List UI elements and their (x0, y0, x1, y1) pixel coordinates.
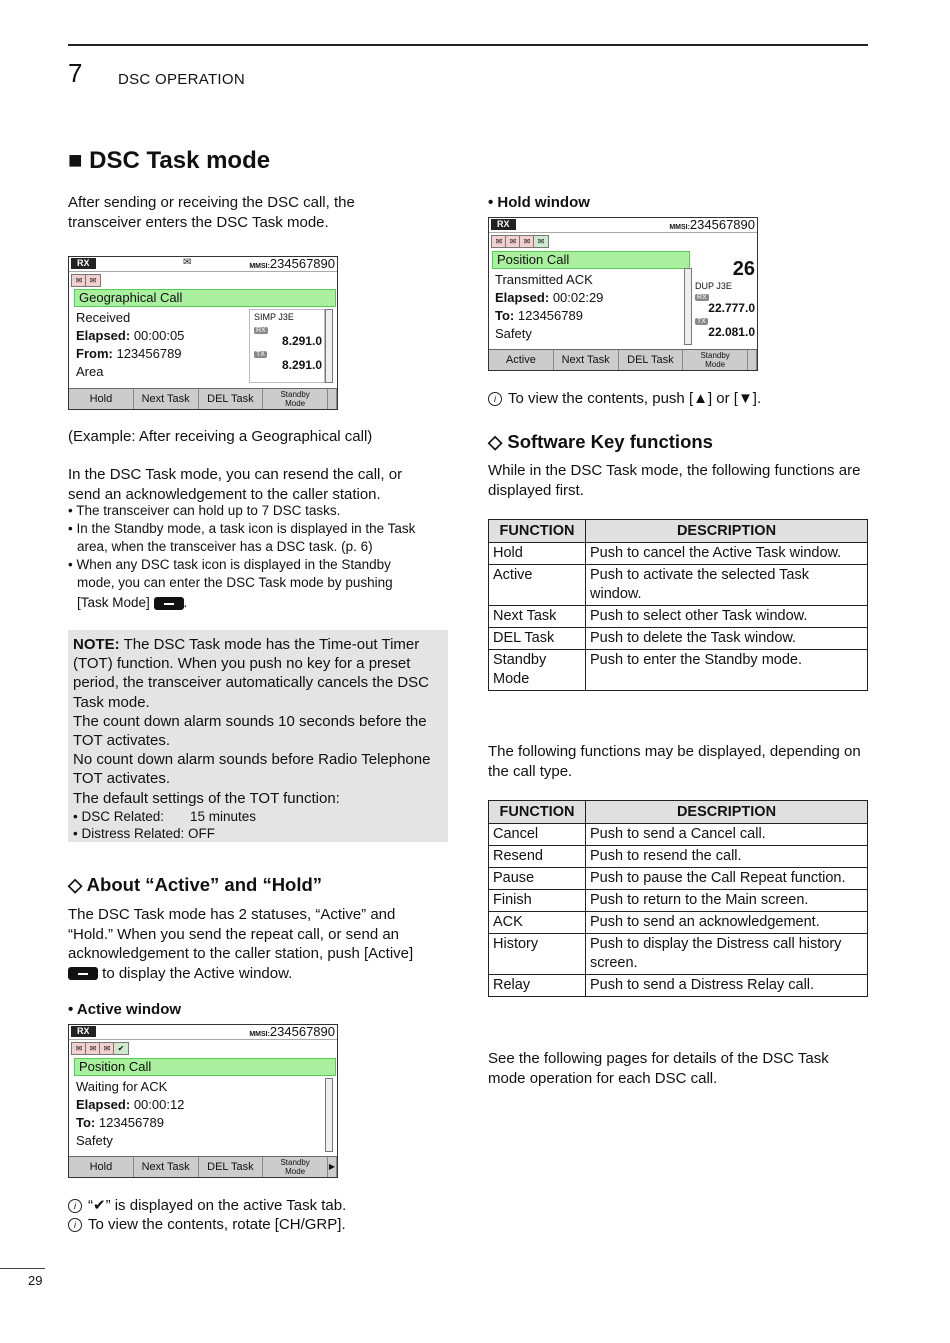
software-key-intro: While in the DSC Task mode, the following functions are displayed first. (488, 462, 861, 499)
table-row: Pause Push to pause the Call Repeat function. (489, 868, 868, 890)
call-details: Received Elapsed: 00:00:05 From: 123456789 Area (76, 310, 185, 379)
bullet-item: [Task Mode] . (77, 595, 188, 610)
call-type-key-table (488, 800, 868, 997)
task-tabs (489, 233, 757, 251)
active-key-icon (68, 967, 98, 980)
table-row: History Push to display the Distress call history screen. (489, 934, 868, 975)
hold-note: i To view the contents, push [▲] or [▼]. (488, 389, 761, 409)
standby-mode-key[interactable]: Standby Mode (263, 389, 328, 409)
software-key-intro2: The following functions may be displayed, depending on the call type. (488, 743, 861, 780)
next-task-key[interactable]: Next Task (134, 389, 199, 409)
table-header: FUNCTION (489, 520, 586, 543)
rx-indicator: RX (71, 1026, 96, 1037)
chapter-title: DSC OPERATION (118, 71, 245, 88)
call-title: Position Call (74, 1058, 336, 1076)
info-icon: i (68, 1199, 82, 1213)
call-title: Geographical Call (74, 289, 336, 307)
mmsi-display: MMSI:234567890 (249, 1024, 335, 1039)
scrollbar[interactable] (325, 309, 333, 383)
softkey-bar (69, 388, 337, 409)
table-row: ACK Push to send an acknowledgement. (489, 912, 868, 934)
del-task-key[interactable]: DEL Task (199, 1157, 264, 1177)
about-heading: ◇ About “Active” and “Hold” (68, 874, 323, 895)
table-row: Active Push to activate the selected Task window. (489, 565, 868, 606)
screen-hold-window (488, 217, 758, 371)
task-tab-icon: ✉ (85, 274, 101, 287)
table-row: DEL Task Push to delete the Task window. (489, 628, 868, 650)
envelope-icon: ✉ (183, 257, 192, 268)
active-note: i To view the contents, rotate [CH/GRP]. (68, 1215, 346, 1235)
active-task-check-icon: ✔ (113, 1042, 129, 1055)
task-tab-icon: ✉ (71, 1042, 87, 1055)
bullet-item: • When any DSC task icon is displayed in the Standby (68, 557, 391, 572)
standby-mode-key[interactable]: Standby Mode (683, 350, 748, 370)
hold-key[interactable]: Hold (69, 389, 134, 409)
page-number: 29 (28, 1273, 43, 1288)
table-row: Resend Push to resend the call. (489, 846, 868, 868)
table-row: Cancel Push to send a Cancel call. (489, 824, 868, 846)
task-tab-icon: ✉ (533, 235, 549, 248)
screen-geographical-call (68, 256, 338, 410)
rx-indicator: RX (491, 219, 516, 230)
frequency-panel: 26 DUP J3E RX 22.777.0 TX 22.081.0 (695, 258, 755, 339)
next-task-key[interactable]: Next Task (134, 1157, 199, 1177)
software-key-outro: See the following pages for details of the DSC Task mode operation for each DSC call. (488, 1050, 829, 1087)
note-box: NOTE: The DSC Task mode has the Time-out Timer (TOT) function. When you push no key for a preset period, the transceiver automatically cancels the DSC Task mode. The count down alarm sounds 10 seconds before the TOT activates. No count down alarm sounds before Radio Telephone TOT activates. The default settings of the TOT function: • DSC Related: 15 minutes • Distress Related: OFF (68, 630, 448, 842)
mmsi-display: MMSI:234567890 (249, 256, 335, 271)
channel-number: 26 (732, 258, 755, 280)
frequency-panel: SIMP J3E RX 8.291.0 TX 8.291.0 (249, 309, 325, 383)
next-task-key[interactable]: Next Task (554, 350, 619, 370)
del-task-key[interactable]: DEL Task (619, 350, 684, 370)
bullet-item: • The transceiver can hold up to 7 DSC tasks. (68, 503, 341, 518)
call-details: Transmitted ACK Elapsed: 00:02:29 To: 123456789 Safety (495, 272, 604, 341)
note-label: NOTE: (73, 636, 120, 653)
about-text: The DSC Task mode has 2 statuses, “Active” and “Hold.” When you send the repeat call, or send an acknowledgement to the caller station, push [Active] to display the Active window. (68, 906, 414, 982)
table-row: Hold Push to cancel the Active Task window. (489, 543, 868, 565)
table-row: Relay Push to send a Distress Relay call. (489, 975, 868, 997)
header-rule (68, 44, 868, 46)
screen-status-bar (69, 257, 337, 272)
section-title: ■ DSC Task mode (68, 147, 271, 174)
active-window-label: • Active window (68, 1001, 182, 1018)
info-icon: i (68, 1218, 82, 1232)
hold-key[interactable]: Hold (69, 1157, 134, 1177)
info-icon: i (488, 392, 502, 406)
task-tab-icon: ✉ (85, 1042, 101, 1055)
footer-rule (0, 1268, 45, 1269)
bullet-item: mode, you can enter the DSC Task mode by pushing (77, 575, 393, 590)
softkey-bar (489, 349, 757, 370)
intro-text: After sending or receiving the DSC call, the transceiver enters the DSC Task mode. (68, 194, 355, 231)
active-key[interactable]: Active (489, 350, 554, 370)
software-key-table (488, 519, 868, 691)
hold-window-label: • Hold window (488, 194, 590, 211)
task-tab-icon: ✉ (71, 274, 87, 287)
task-tab-icon: ✉ (99, 1042, 115, 1055)
active-note: i “✔” is displayed on the active Task tab. (68, 1196, 346, 1216)
table-header: DESCRIPTION (586, 520, 868, 543)
chapter-number: 7 (68, 58, 83, 88)
resend-text: In the DSC Task mode, you can resend the call, or send an acknowledgement to the caller station. (68, 466, 403, 503)
screen-active-window (68, 1024, 338, 1178)
table-row: Next Task Push to select other Task window. (489, 606, 868, 628)
bullet-item: area, when the transceiver has a DSC task. (p. 6) (77, 539, 373, 554)
table-header: DESCRIPTION (586, 801, 868, 824)
table-row: Standby Mode Push to enter the Standby mode. (489, 650, 868, 691)
table-row: Finish Push to return to the Main screen. (489, 890, 868, 912)
task-tab-icon: ✉ (519, 235, 535, 248)
del-task-key[interactable]: DEL Task (199, 389, 264, 409)
task-tab-icon: ✉ (491, 235, 507, 248)
task-mode-key-icon (154, 597, 184, 610)
call-title: Position Call (492, 251, 690, 269)
scrollbar[interactable] (325, 1078, 333, 1152)
example-caption: (Example: After receiving a Geographical call) (68, 428, 373, 445)
softkey-bar (69, 1156, 337, 1177)
task-tab-icon: ✉ (505, 235, 521, 248)
mmsi-display: MMSI:234567890 (669, 217, 755, 232)
rx-indicator: RX (71, 258, 96, 269)
screen-status-bar (489, 218, 757, 233)
task-tabs (69, 1040, 337, 1058)
bullet-item: • In the Standby mode, a task icon is displayed in the Task (68, 521, 416, 536)
standby-mode-key[interactable]: Standby Mode (263, 1157, 328, 1177)
software-key-heading: ◇ Software Key functions (488, 431, 713, 452)
call-details: Waiting for ACK Elapsed: 00:00:12 To: 123456789 Safety (76, 1079, 185, 1148)
table-header: FUNCTION (489, 801, 586, 824)
screen-status-bar (69, 1025, 337, 1040)
arrow-right-icon: ▶ (328, 1157, 337, 1177)
scrollbar[interactable] (684, 268, 692, 345)
task-tabs (69, 272, 337, 290)
